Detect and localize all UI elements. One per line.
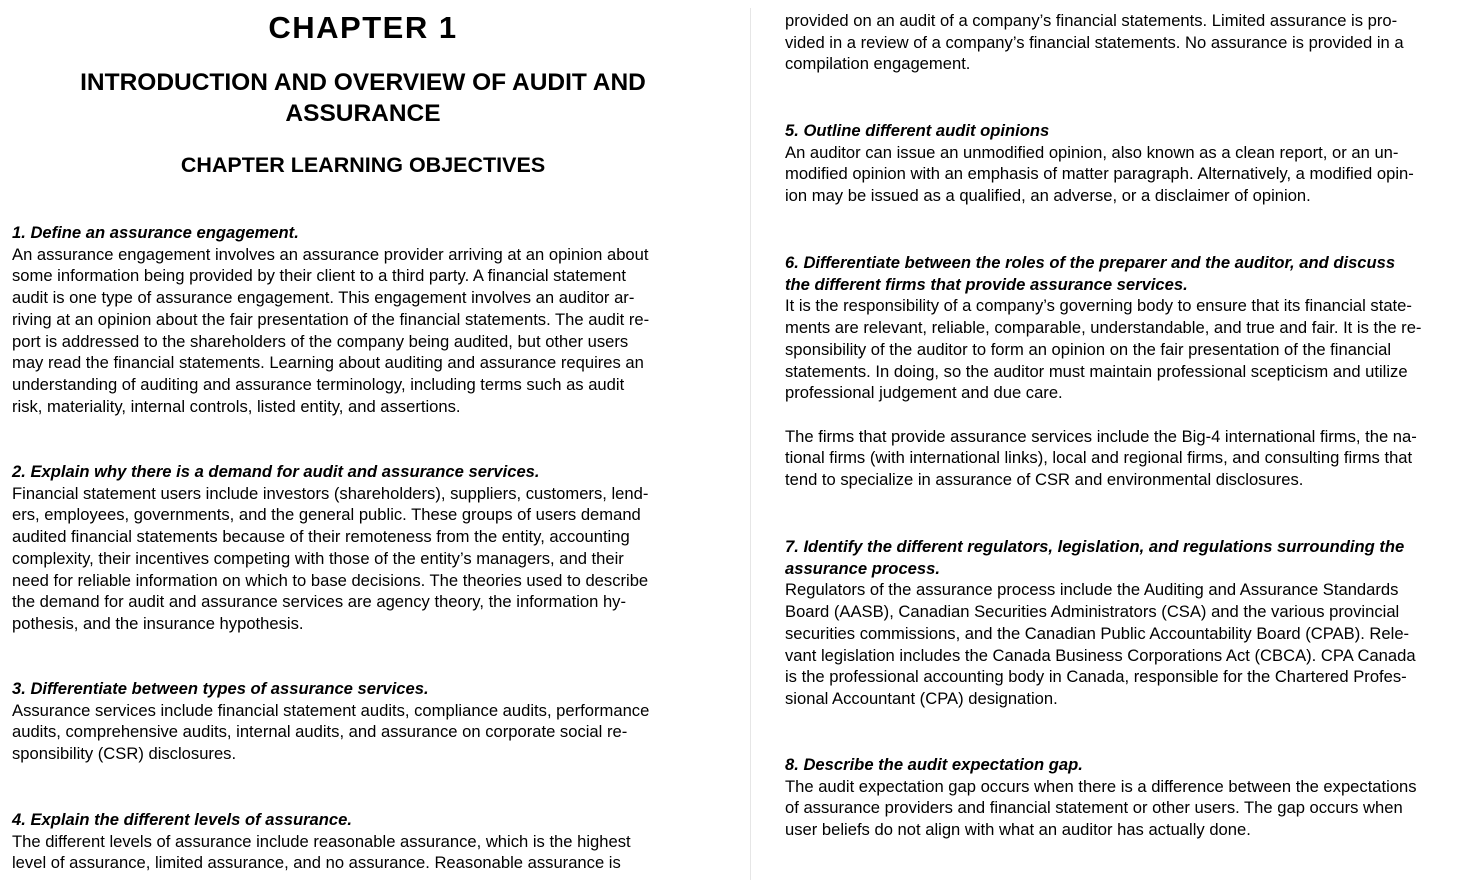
objective-5-body: An auditor can issue an unmodified opinion, also known as a clean report, or an un- modified opinion with an emphasis of matter paragraph. Alternatively, a modified opin- ion may be issued as a qualified, an adverse, or a disclaimer of opinion. bbox=[785, 142, 1414, 206]
objective-1 bbox=[12, 222, 722, 417]
objective-5-heading: 5. Outline different audit opinions bbox=[785, 121, 1050, 140]
objective-2-body: Financial statement users include investors (shareholders), suppliers, customers, lend- ers, employees, governments, and the general public. These groups of users demand audited financial statements because of their remoteness from the entity, accounting complexity, their incentives competing with those of the entity’s managers, and their need for reliable information on which to base decisions. The theories used to describe the demand for audit and assurance services are agency theory, the information hy- pothesis, and the insurance hypothesis. bbox=[12, 483, 649, 633]
objective-6-body-firms: The firms that provide assurance services include the Big-4 international firms, the na- tional firms (with international links), local and regional firms, and consulting firms that tend to specialize in assurance of CSR and environmental disclosures. bbox=[785, 426, 1417, 490]
objective-4 bbox=[12, 809, 722, 874]
objective-7-body: Regulators of the assurance process include the Auditing and Assurance Standards Board (AASB), Canadian Securities Administrators (CSA) and the various provincial securities commissions, and the Canadian Public Accountability Board (CPAB). Rele- vant legislation includes the Canada Business Corporations Act (CBCA). CPA Canada is the professional accounting body in Canada, responsible for the Chartered Profes- sional Accountant (CPA) designation. bbox=[785, 580, 1416, 708]
chapter-subtitle: INTRODUCTION AND OVERVIEW OF AUDIT AND ASSURANCE bbox=[80, 69, 646, 127]
objective-5 bbox=[785, 120, 1484, 207]
right-page bbox=[751, 0, 1484, 880]
objective-8 bbox=[785, 754, 1484, 841]
objective-2 bbox=[12, 461, 722, 635]
objective-6-heading: 6. Differentiate between the roles of the preparer and the auditor, and discuss the different firms that provide assurance services. bbox=[785, 253, 1396, 294]
objective-3-body: Assurance services include financial statement audits, compliance audits, performance audits, comprehensive audits, internal audits, and assurance on corporate social re- sponsibility (CSR) disclosures. bbox=[12, 700, 650, 764]
objective-4-body: The different levels of assurance include reasonable assurance, which is the highest level of assurance, limited assurance, and no assurance. Reasonable assurance is bbox=[12, 831, 631, 873]
objective-6-body: It is the responsibility of a company’s governing body to ensure that its financial state- ments are relevant, reliable, comparable, understandable, and true and fair. It is the re- sponsibility of the auditor to form an opinion on the fair presentation of the financial statements. In doing, so the auditor must maintain professional scepticism and utilize professional judgement and due care. bbox=[785, 296, 1422, 403]
objective-3-heading: 3. Differentiate between types of assurance services. bbox=[12, 679, 429, 698]
objective-4-heading: 4. Explain the different levels of assurance. bbox=[12, 810, 352, 829]
objective-4-continuation: provided on an audit of a company’s financial statements. Limited assurance is pro- vided in a review of a company’s financial statements. No assurance is provided in a compilation engagement. bbox=[785, 11, 1404, 74]
objective-3 bbox=[12, 678, 722, 765]
objective-1-heading: 1. Define an assurance engagement. bbox=[12, 223, 299, 242]
objective-7-heading: 7. Identify the different regulators, legislation, and regulations surrounding the assurance process. bbox=[785, 537, 1405, 578]
objective-7 bbox=[785, 536, 1484, 710]
objective-1-body: An assurance engagement involves an assurance provider arriving at an opinion about some information being provided by their client to a third party. A financial statement audit is one type of assurance engagement. This engagement involves an auditor ar- riving at an opinion about the fair presentation of the financial statements. The audit re- port is addressed to the shareholders of the company being audited, but other users may read the financial statements. Learning about auditing and assurance requires an understanding of auditing and assurance terminology, including terms such as audit risk, materiality, internal controls, listed entity, and assertions. bbox=[12, 244, 650, 416]
chapter-title: CHAPTER 1 bbox=[268, 10, 458, 45]
objective-8-heading: 8. Describe the audit expectation gap. bbox=[785, 755, 1083, 774]
objective-6 bbox=[785, 252, 1484, 491]
learning-objectives-title: CHAPTER LEARNING OBJECTIVES bbox=[180, 153, 546, 177]
objective-2-heading: 2. Explain why there is a demand for audit and assurance services. bbox=[12, 462, 540, 481]
objective-8-body: The audit expectation gap occurs when there is a difference between the expectations of assurance providers and financial statement or other users. The gap occurs when user beliefs do not align with what an auditor has actually done. bbox=[785, 776, 1417, 840]
